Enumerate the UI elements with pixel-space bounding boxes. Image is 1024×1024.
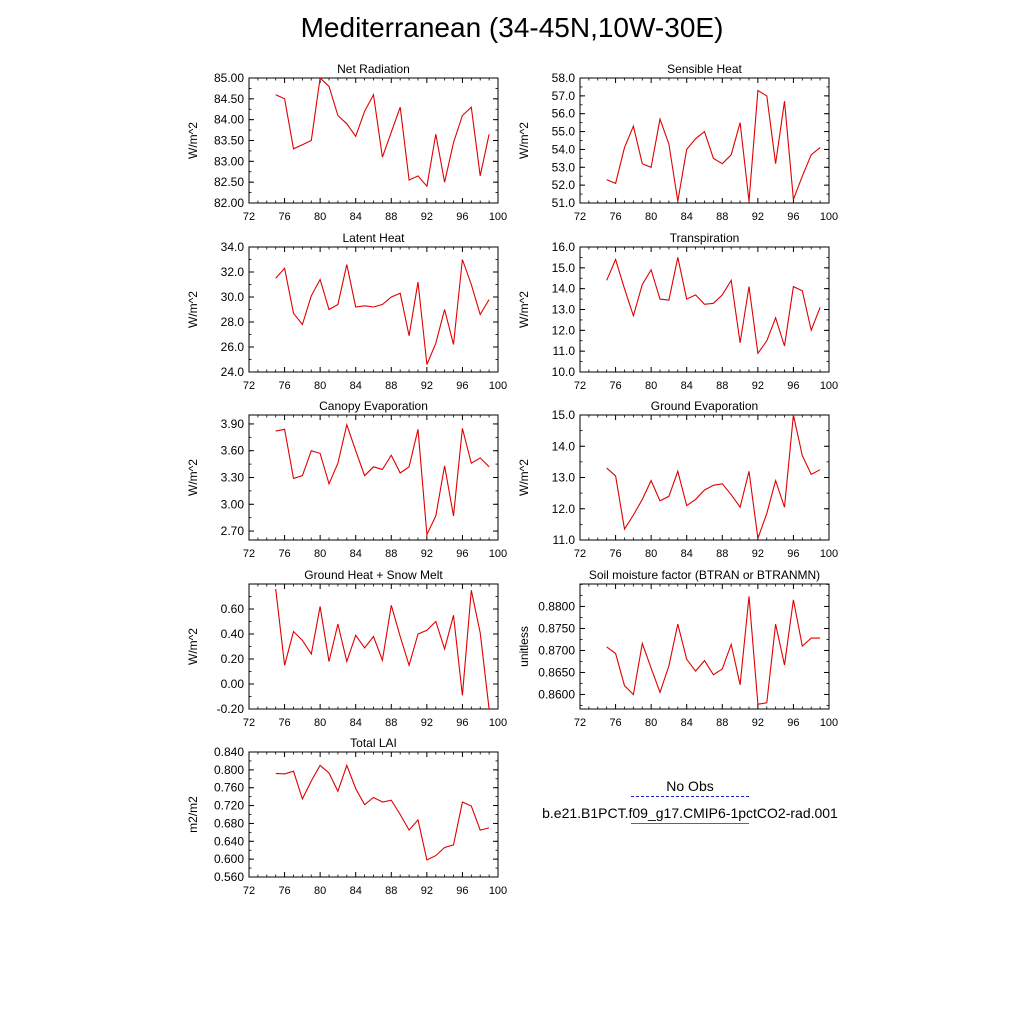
legend-solid-line [631,823,749,824]
x-tick-label: 96 [456,380,469,392]
y-tick-label: 24.0 [220,365,244,379]
x-tick-label: 88 [385,380,398,392]
x-tick-label: 84 [680,717,693,729]
panel-5 [517,399,838,560]
series-line [276,425,489,535]
plot-frame [580,584,829,709]
y-axis-label: W/m^2 [517,459,531,496]
x-tick-label: 80 [645,211,658,223]
x-tick-label: 92 [751,211,764,223]
y-tick-label: 3.90 [220,416,244,431]
x-tick-label: 76 [609,380,622,392]
y-tick-label: 0.8650 [538,665,575,680]
y-tick-label: 0.720 [213,798,244,813]
y-tick-label: 0.8800 [538,599,575,614]
y-tick-label: 11.0 [552,344,575,359]
y-tick-label: 0.00 [220,677,244,691]
x-tick-label: 84 [680,380,693,392]
y-tick-label: 3.30 [220,470,244,485]
plot-frame [249,752,498,877]
x-tick-label: 84 [680,211,693,223]
panel-title: Latent Heat [342,231,405,245]
x-tick-label: 92 [751,717,764,729]
x-tick-label: 76 [609,548,622,560]
y-tick-label: 2.70 [220,524,244,539]
panel-title: Sensible Heat [667,62,742,76]
y-tick-label: 0.560 [213,870,244,884]
x-tick-label: 92 [420,380,433,392]
y-tick-label: 51.0 [551,196,575,210]
y-axis-label: W/m^2 [186,459,200,496]
x-tick-label: 72 [242,885,256,897]
y-tick-label: 10.0 [551,365,575,379]
y-tick-label: 82.00 [213,196,244,210]
legend-label: No Obs [666,778,714,794]
x-tick-label: 80 [645,380,658,392]
panel-title: Total LAI [350,736,397,750]
x-tick-label: 76 [278,717,291,729]
x-tick-label: 72 [242,717,256,729]
y-axis-label: unitless [517,626,531,667]
panel-4 [186,399,507,560]
series-line [607,596,820,704]
x-tick-label: 84 [349,885,362,897]
x-tick-label: 84 [349,211,362,223]
y-tick-label: 52.0 [551,178,575,193]
x-tick-label: 96 [456,211,469,223]
x-tick-label: 80 [314,211,327,223]
y-tick-label: 0.640 [213,834,244,849]
y-tick-label: 15.0 [551,260,575,275]
plot-frame [249,584,498,709]
legend [530,778,850,828]
y-tick-label: 3.60 [220,443,244,458]
x-tick-label: 100 [488,380,508,392]
y-tick-label: 32.0 [220,265,244,279]
x-tick-label: 76 [278,380,291,392]
y-axis-label: W/m^2 [517,122,531,159]
x-tick-label: 92 [420,548,433,560]
y-tick-label: 0.60 [220,602,244,616]
panel-1 [517,62,838,223]
y-tick-label: 34.0 [220,240,244,254]
x-tick-label: 100 [488,885,508,897]
series-line [276,78,489,186]
y-axis-label: W/m^2 [186,291,200,328]
y-tick-label: 14.0 [551,439,575,454]
series-line [276,260,489,365]
panel-title: Ground Evaporation [650,399,759,413]
series-line [276,765,489,860]
y-tick-label: 13.0 [551,470,575,485]
x-tick-label: 96 [787,380,800,392]
x-tick-label: 84 [349,548,362,560]
legend-label: b.e21.B1PCT.f09_g17.CMIP6-1pctCO2-rad.001 [542,805,838,821]
x-tick-label: 72 [573,211,587,223]
x-tick-label: 100 [819,717,839,729]
x-tick-label: 72 [573,717,587,729]
y-tick-label: 54.0 [551,142,575,157]
x-tick-label: 88 [385,717,398,729]
x-tick-label: 72 [242,211,256,223]
plot-frame [249,247,498,372]
y-tick-label: 0.40 [220,627,244,641]
panel-3 [517,231,838,392]
x-tick-label: 92 [751,548,764,560]
x-tick-label: 100 [819,380,839,392]
y-tick-label: 0.800 [213,762,244,777]
x-tick-label: 88 [716,717,729,729]
y-tick-label: 53.0 [551,160,575,175]
x-tick-label: 80 [314,885,327,897]
y-tick-label: 3.00 [220,497,244,512]
y-tick-label: 85.00 [213,71,244,85]
y-tick-label: 55.0 [551,124,575,139]
y-tick-label: 16.0 [551,240,575,254]
y-tick-label: 26.0 [220,340,244,354]
x-tick-label: 76 [278,885,291,897]
x-tick-label: 96 [456,885,469,897]
x-tick-label: 76 [609,211,622,223]
y-tick-label: 0.20 [220,652,244,666]
panel-title: Ground Heat + Snow Melt [304,568,443,582]
y-tick-label: 30.0 [220,290,244,304]
panel-title: Transpiration [669,231,740,245]
x-tick-label: 80 [314,380,327,392]
panel-title: Canopy Evaporation [319,399,428,413]
x-tick-label: 84 [349,380,362,392]
y-axis-label: W/m^2 [186,628,200,665]
x-tick-label: 80 [645,717,658,729]
x-tick-label: 92 [420,717,433,729]
panel-6 [186,568,507,729]
panel-title: Soil moisture factor (BTRAN or BTRANMN) [588,568,821,582]
x-tick-label: 96 [787,717,800,729]
x-tick-label: 72 [242,380,256,392]
x-tick-label: 84 [349,717,362,729]
y-tick-label: 14.0 [551,281,575,296]
y-tick-label: 0.8750 [538,621,575,636]
y-tick-label: 0.680 [213,816,244,831]
x-tick-label: 88 [385,885,398,897]
legend-entry-no-obs [530,778,850,797]
x-tick-label: 72 [573,548,587,560]
x-tick-label: 92 [751,380,764,392]
y-tick-label: 84.50 [213,91,244,106]
x-tick-label: 100 [819,211,839,223]
panel-2 [186,231,507,392]
y-tick-label: 57.0 [551,88,575,103]
panel-7 [517,568,838,729]
y-tick-label: 11.0 [552,533,575,547]
x-tick-label: 96 [456,717,469,729]
y-tick-label: 82.50 [213,175,244,190]
x-tick-label: 96 [787,211,800,223]
legend-entry-model-run [530,805,850,824]
x-tick-label: 76 [278,211,291,223]
y-tick-label: 84.00 [213,112,244,127]
x-tick-label: 88 [385,548,398,560]
x-tick-label: 96 [456,548,469,560]
x-tick-label: 80 [314,717,327,729]
plot-frame [249,415,498,540]
y-tick-label: -0.20 [216,702,244,716]
y-tick-label: 58.0 [551,71,575,85]
y-tick-label: 0.600 [213,852,244,867]
y-tick-label: 0.8700 [538,643,575,658]
y-axis-label: m2/m2 [186,796,200,833]
x-tick-label: 92 [420,211,433,223]
x-tick-label: 76 [609,717,622,729]
series-line [607,415,820,538]
y-tick-label: 15.0 [551,408,575,422]
series-line [276,589,489,709]
x-tick-label: 100 [488,717,508,729]
y-axis-label: W/m^2 [517,291,531,328]
panel-title: Net Radiation [337,62,410,76]
y-tick-label: 0.760 [213,780,244,795]
x-tick-label: 88 [716,380,729,392]
x-tick-label: 88 [716,548,729,560]
x-tick-label: 100 [819,548,839,560]
x-tick-label: 72 [242,548,256,560]
x-tick-label: 76 [278,548,291,560]
y-tick-label: 0.840 [213,745,244,759]
x-tick-label: 80 [314,548,327,560]
series-line [607,91,820,202]
figure-title: Mediterranean (34-45N,10W-30E) [300,12,724,43]
x-tick-label: 96 [787,548,800,560]
y-tick-label: 12.0 [551,501,575,516]
x-tick-label: 100 [488,211,508,223]
y-tick-label: 56.0 [551,106,575,121]
x-tick-label: 88 [716,211,729,223]
x-tick-label: 88 [385,211,398,223]
y-axis-label: W/m^2 [186,122,200,159]
x-tick-label: 80 [645,548,658,560]
x-tick-label: 72 [573,380,587,392]
legend-dashed-line [631,796,749,797]
x-tick-label: 92 [420,885,433,897]
y-tick-label: 83.00 [213,154,244,169]
y-tick-label: 28.0 [220,315,244,329]
x-tick-label: 84 [680,548,693,560]
y-tick-label: 12.0 [551,323,575,338]
x-tick-label: 100 [488,548,508,560]
panel-0 [186,62,507,223]
series-line [607,257,820,353]
panel-8 [186,736,507,897]
y-tick-label: 0.8600 [538,687,575,702]
y-tick-label: 13.0 [551,302,575,317]
y-tick-label: 83.50 [213,133,244,148]
